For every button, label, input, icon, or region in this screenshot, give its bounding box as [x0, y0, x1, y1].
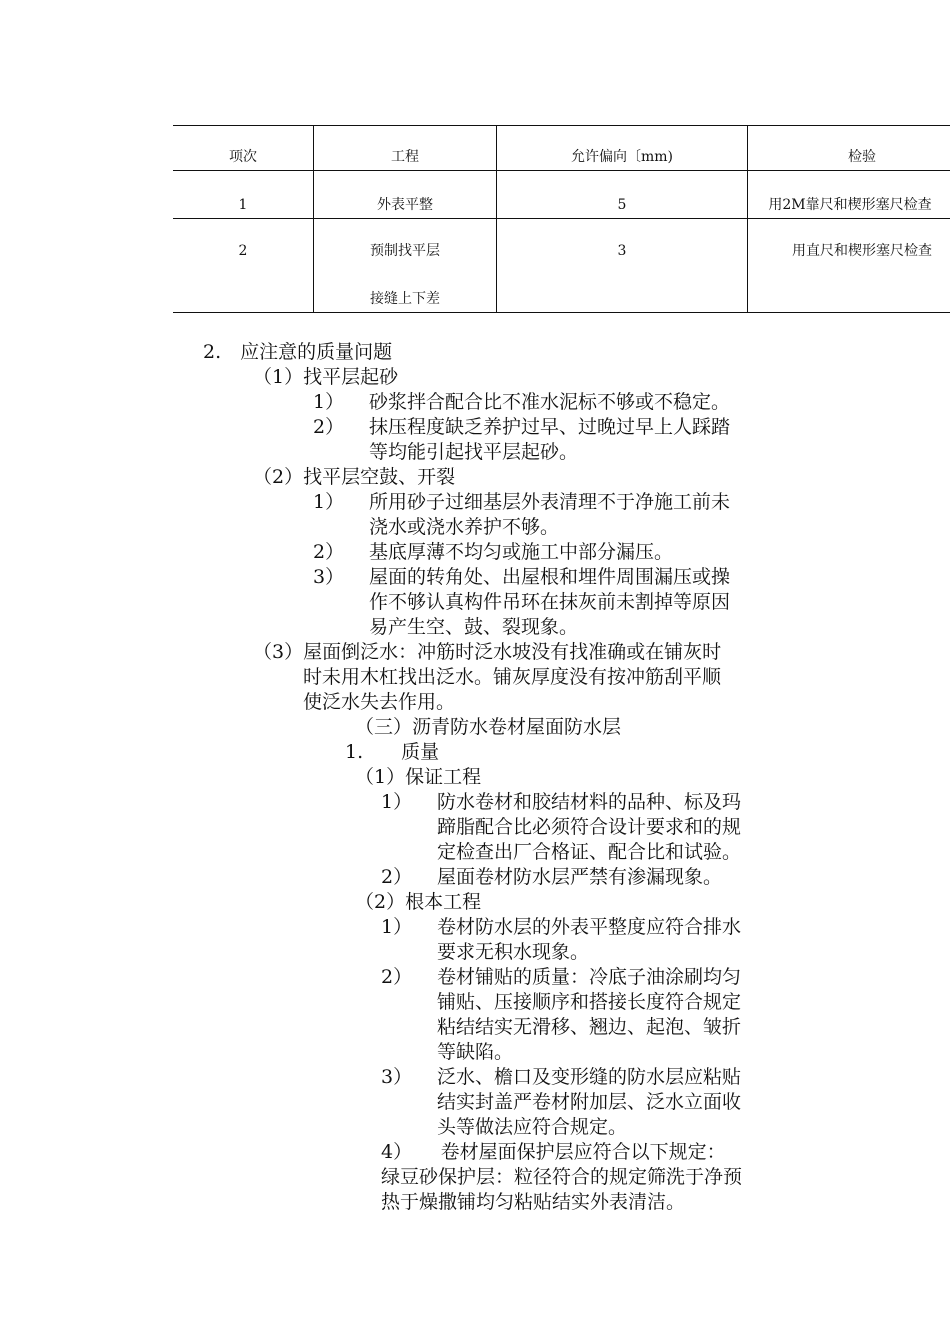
- header-project: 工程: [391, 149, 419, 165]
- text-line: 屋面的转角处、出屋根和埋件周围漏压或操: [369, 566, 731, 588]
- text-line: 等缺陷。: [437, 1041, 514, 1063]
- text-line: 要求无积水现象。: [437, 941, 590, 963]
- text-line: 粘结结实无滑移、翘边、起泡、皱折: [437, 1016, 742, 1038]
- header-tolerance: 允许偏向〔mm): [570, 149, 674, 165]
- table-cell: 预制找平层: [370, 243, 440, 259]
- tolerance-table: [173, 125, 950, 313]
- text-line: 卷材铺贴的质量：冷底子油涂刷均匀: [437, 966, 742, 988]
- text-line: 绿豆砂保护层：粒径符合的规定筛洗于净预: [381, 1166, 743, 1188]
- list-marker: 2）: [313, 416, 345, 438]
- text-line: 时未用木杠找出泛水。铺灰厚度没有按冲筋刮平顺: [303, 666, 722, 688]
- table-cell: 外表平整: [377, 197, 433, 213]
- table-top-rule: [173, 125, 950, 126]
- text-line: 基底厚薄不均匀或施工中部分漏压。: [369, 541, 674, 563]
- list-marker: 1）: [381, 791, 413, 813]
- list-marker: 1）: [313, 391, 345, 413]
- table-cell: 接缝上下差: [370, 291, 440, 307]
- table-header-rule: [173, 170, 950, 171]
- text-line: 热于燥撒铺均匀粘贴结实外表清洁。: [381, 1191, 686, 1213]
- subsection-heading: （2）根本工程: [355, 891, 482, 913]
- table-col-rule: [747, 125, 748, 313]
- table-cell: 用2M靠尺和楔形塞尺检查: [768, 197, 932, 213]
- subsection-heading: （1）找平层起砂: [253, 366, 399, 388]
- list-marker: 2）: [313, 541, 345, 563]
- subsection-heading: （2）找平层空鼓、开裂: [253, 466, 456, 488]
- text-line: 砂浆拌合配合比不准水泥标不够或不稳定。: [369, 391, 731, 413]
- table-cell: 用直尺和楔形塞尺检查: [792, 243, 932, 259]
- table-cell: 1: [238, 197, 248, 213]
- text-line: 4） 卷材屋面保护层应符合以下规定：: [381, 1141, 726, 1163]
- list-marker: 1）: [381, 916, 413, 938]
- table-cell: 5: [617, 197, 627, 213]
- text-line: 头等做法应符合规定。: [437, 1116, 628, 1138]
- text-line: 作不够认真构件吊环在抹灰前未割掉等原因: [369, 591, 731, 613]
- list-marker: 3）: [313, 566, 345, 588]
- subsection-heading: （1）保证工程: [355, 766, 482, 788]
- header-inspection: 检验: [848, 149, 876, 165]
- text-line: 结实封盖严卷材附加层、泛水立面收: [437, 1091, 742, 1113]
- table-row-rule: [173, 218, 950, 219]
- table-bottom-rule: [173, 312, 950, 313]
- table-cell: 2: [238, 243, 248, 259]
- table-cell: 3: [617, 243, 627, 259]
- list-marker: 1）: [313, 491, 345, 513]
- text-line: 定检查出厂合格证、配合比和试验。: [437, 841, 742, 863]
- text-line: 卷材防水层的外表平整度应符合排水: [437, 916, 742, 938]
- text-line: 防水卷材和胶结材料的品种、标及玛: [437, 791, 742, 813]
- header-item-no: 项次: [229, 149, 257, 165]
- list-marker: 2）: [381, 966, 413, 988]
- section-heading: （三）沥青防水卷材屋面防水层: [355, 716, 622, 738]
- list-marker: 3）: [381, 1066, 413, 1088]
- text-line: 蹄脂配合比必须符合设计要求和的规: [437, 816, 742, 838]
- text-line: 等均能引起找平层起砂。: [369, 441, 579, 463]
- section-heading: 1. 质量: [345, 741, 440, 763]
- text-line: 使泛水失去作用。: [303, 691, 456, 713]
- list-marker: 2）: [381, 866, 413, 888]
- table-col-rule: [496, 125, 497, 313]
- text-line: 泛水、檐口及变形缝的防水层应粘贴: [437, 1066, 742, 1088]
- text-line: 屋面卷材防水层严禁有渗漏现象。: [437, 866, 723, 888]
- text-line: 铺贴、压接顺序和搭接长度符合规定: [437, 991, 742, 1013]
- table-col-rule: [313, 125, 314, 313]
- section-heading: 2. 应注意的质量问题: [203, 341, 393, 363]
- subsection-heading: （3）屋面倒泛水：冲筋时泛水坡没有找准确或在铺灰时: [253, 641, 722, 663]
- text-line: 浇水或浇水养护不够。: [369, 516, 560, 538]
- text-line: 抹压程度缺乏养护过早、过晚过早上人踩踏: [369, 416, 731, 438]
- text-line: 易产生空、鼓、裂现象。: [369, 616, 579, 638]
- text-line: 所用砂子过细基层外表清理不于净施工前未: [369, 491, 731, 513]
